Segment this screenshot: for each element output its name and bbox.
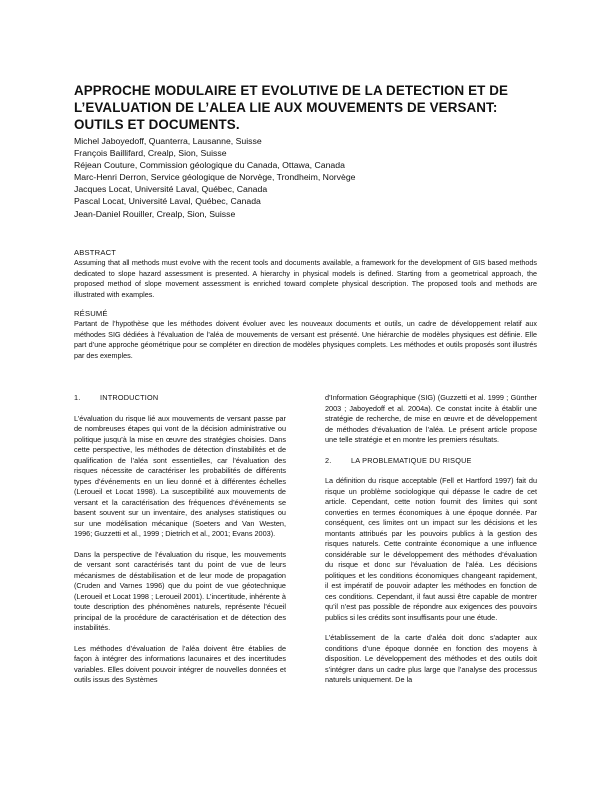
- author-line: Jean-Daniel Rouiller, Crealp, Sion, Suisse: [74, 208, 236, 219]
- resume-label: RÉSUMÉ: [74, 309, 108, 318]
- resume-text: Partant de l’hypothèse que les méthodes doivent évoluer avec les nouveaux documents et outils, un cadre de développement relatif aux méthodes SIG dédiées à l’évaluation de l’aléa de mouvements de versant est présenté. Une hiérarchie de modèles physiques est définie. Elle part d’une approche géométrique pour se compléter en direction de modèles physiques complets. Les méthodes et outils proposés sont illustrés par des exemples.: [74, 319, 537, 360]
- right-column: [325, 393, 537, 696]
- abstract-label: ABSTRACT: [74, 248, 117, 257]
- section-title: INTRODUCTION: [100, 393, 159, 402]
- body-paragraph: La définition du risque acceptable (Fell et Hartford 1997) fait du risque un problème sociologique qui dépasse le cadre de cet article. Cependant, cette notion fournit des limites qui sont converties en termes économiques à une époque donnée. Par conséquent, ces limites ont un impact sur les décisions et les montants attribués par les pouvoirs publics à la gestion des risques naturels. Cette contrainte économique a une influence considérable sur le développement des méthodes d’évaluation du risque et donc sur l’évaluation de l’aléa. Les décisions politiques et les conditions économiques changeant rapidement, il est impératif de pouvoir adapter les méthodes en fonction de ces conditions. Cependant, il faut aussi être capable de montrer qu’il n’est pas possible de répondre aux exigences des pouvoirs publics si les crédits sont insuffisants pour une étude.: [325, 476, 537, 622]
- author-line: Pascal Locat, Université Laval, Québec, Canada: [74, 196, 261, 207]
- paper-title: [74, 82, 544, 133]
- section-title: LA PROBLEMATIQUE DU RISQUE: [351, 455, 472, 465]
- left-column: [74, 393, 286, 696]
- author-list: [74, 135, 356, 220]
- abstract-text: Assuming that all methods must evolve with the recent tools and documents available, a framework for the development of GIS based methods dedicated to slope hazard assessment is presented. A hierarchy in physical models is defined. Starting from a geometrical approach, the proposed method of slope movement assessment is enriched toward complete physical description. The proposed tools and methods are illustrated with examples.: [74, 258, 537, 299]
- title-line: OUTILS ET DOCUMENTS.: [74, 117, 240, 132]
- section-heading-problematique: [325, 456, 537, 467]
- section-heading-introduction: [74, 393, 286, 404]
- abstract-section: [74, 248, 537, 300]
- author-line: Jacques Locat, Université Laval, Québec, Canada: [74, 184, 268, 195]
- body-paragraph: d’Information Géographique (SIG) (Guzzetti et al. 1999 ; Günther 2003 ; Jaboyedoff et al. 2004a). Ce constat incite à établir une stratégie de recherche, de mise en œuvre et de développement de méthodes d’évaluation de l’aléa. Le présent article propose une telle stratégie et en montre les premiers résultats.: [325, 393, 537, 444]
- body-paragraph: L’établissement de la carte d’aléa doit donc s’adapter aux conditions d’une époque donnée en fonction des moyens à disposition. Le développement des méthodes et des outils doit s’intégrer dans un cadre plus large que l’analyse des processus naturels uniquement. De la: [325, 633, 537, 684]
- resume-section: [74, 309, 537, 361]
- section-number: 1.: [74, 393, 81, 402]
- author-line: Réjean Couture, Commission géologique du Canada, Ottawa, Canada: [74, 160, 345, 171]
- title-line: L’EVALUATION DE L’ALEA LIE AUX MOUVEMENTS DE VERSANT:: [74, 100, 498, 115]
- body-paragraph: Les méthodes d’évaluation de l’aléa doivent être établies de façon à intégrer des informations lacunaires et des incertitudes variables. Elles doivent pouvoir intégrer de nouvelles données et outils issus des Systèmes: [74, 643, 286, 684]
- body-paragraph: L’évaluation du risque lié aux mouvements de versant passe par de nombreuses étapes qui vont de la décision administrative ou politique jusqu’à la mise en œuvre des stratégies choisies. Dans cette perspective, les méthodes de détection d’instabilités et de qualification de l’aléa sont essentielles, car l’évaluation des risques nécessite de caractériser les probabilités de différents types d’événements en un lieu donné et à différentes échelles (Leroueil et Locat 1998). La susceptibilité aux mouvements de versant et la caractérisation des fréquences d’événements se basent souvent sur un inventaire, des analyses statistiques ou sur une modélisation mécanique (Soeters and Van Westen, 1996; Guzzetti et al., 1999 ; Dietrich et al., 2001; Evans 2003).: [74, 413, 286, 538]
- author-line: Marc-Henri Derron, Service géologique de Norvège, Trondheim, Norvège: [74, 172, 356, 183]
- body-paragraph: Dans la perspective de l’évaluation du risque, les mouvements de versant sont caractérisés tant du point de vue de leurs mécanismes de déstabilisation et de leur mode de propagation (Cruden and Varnes 1996) que du point de vue géotechnique (Leroueil et Locat 1998 ; Leroueil 2001). L’incertitude, inhérente à toute description des phénomènes naturels, représente l’écueil principal de la procédure de caractérisation et de détection des instabilités.: [74, 549, 286, 632]
- title-line: APPROCHE MODULAIRE ET EVOLUTIVE DE LA DETECTION ET DE: [74, 83, 509, 98]
- section-number: 2.: [325, 455, 332, 465]
- author-line: François Baillifard, Crealp, Sion, Suisse: [74, 148, 227, 159]
- author-line: Michel Jaboyedoff, Quanterra, Lausanne, Suisse: [74, 136, 262, 146]
